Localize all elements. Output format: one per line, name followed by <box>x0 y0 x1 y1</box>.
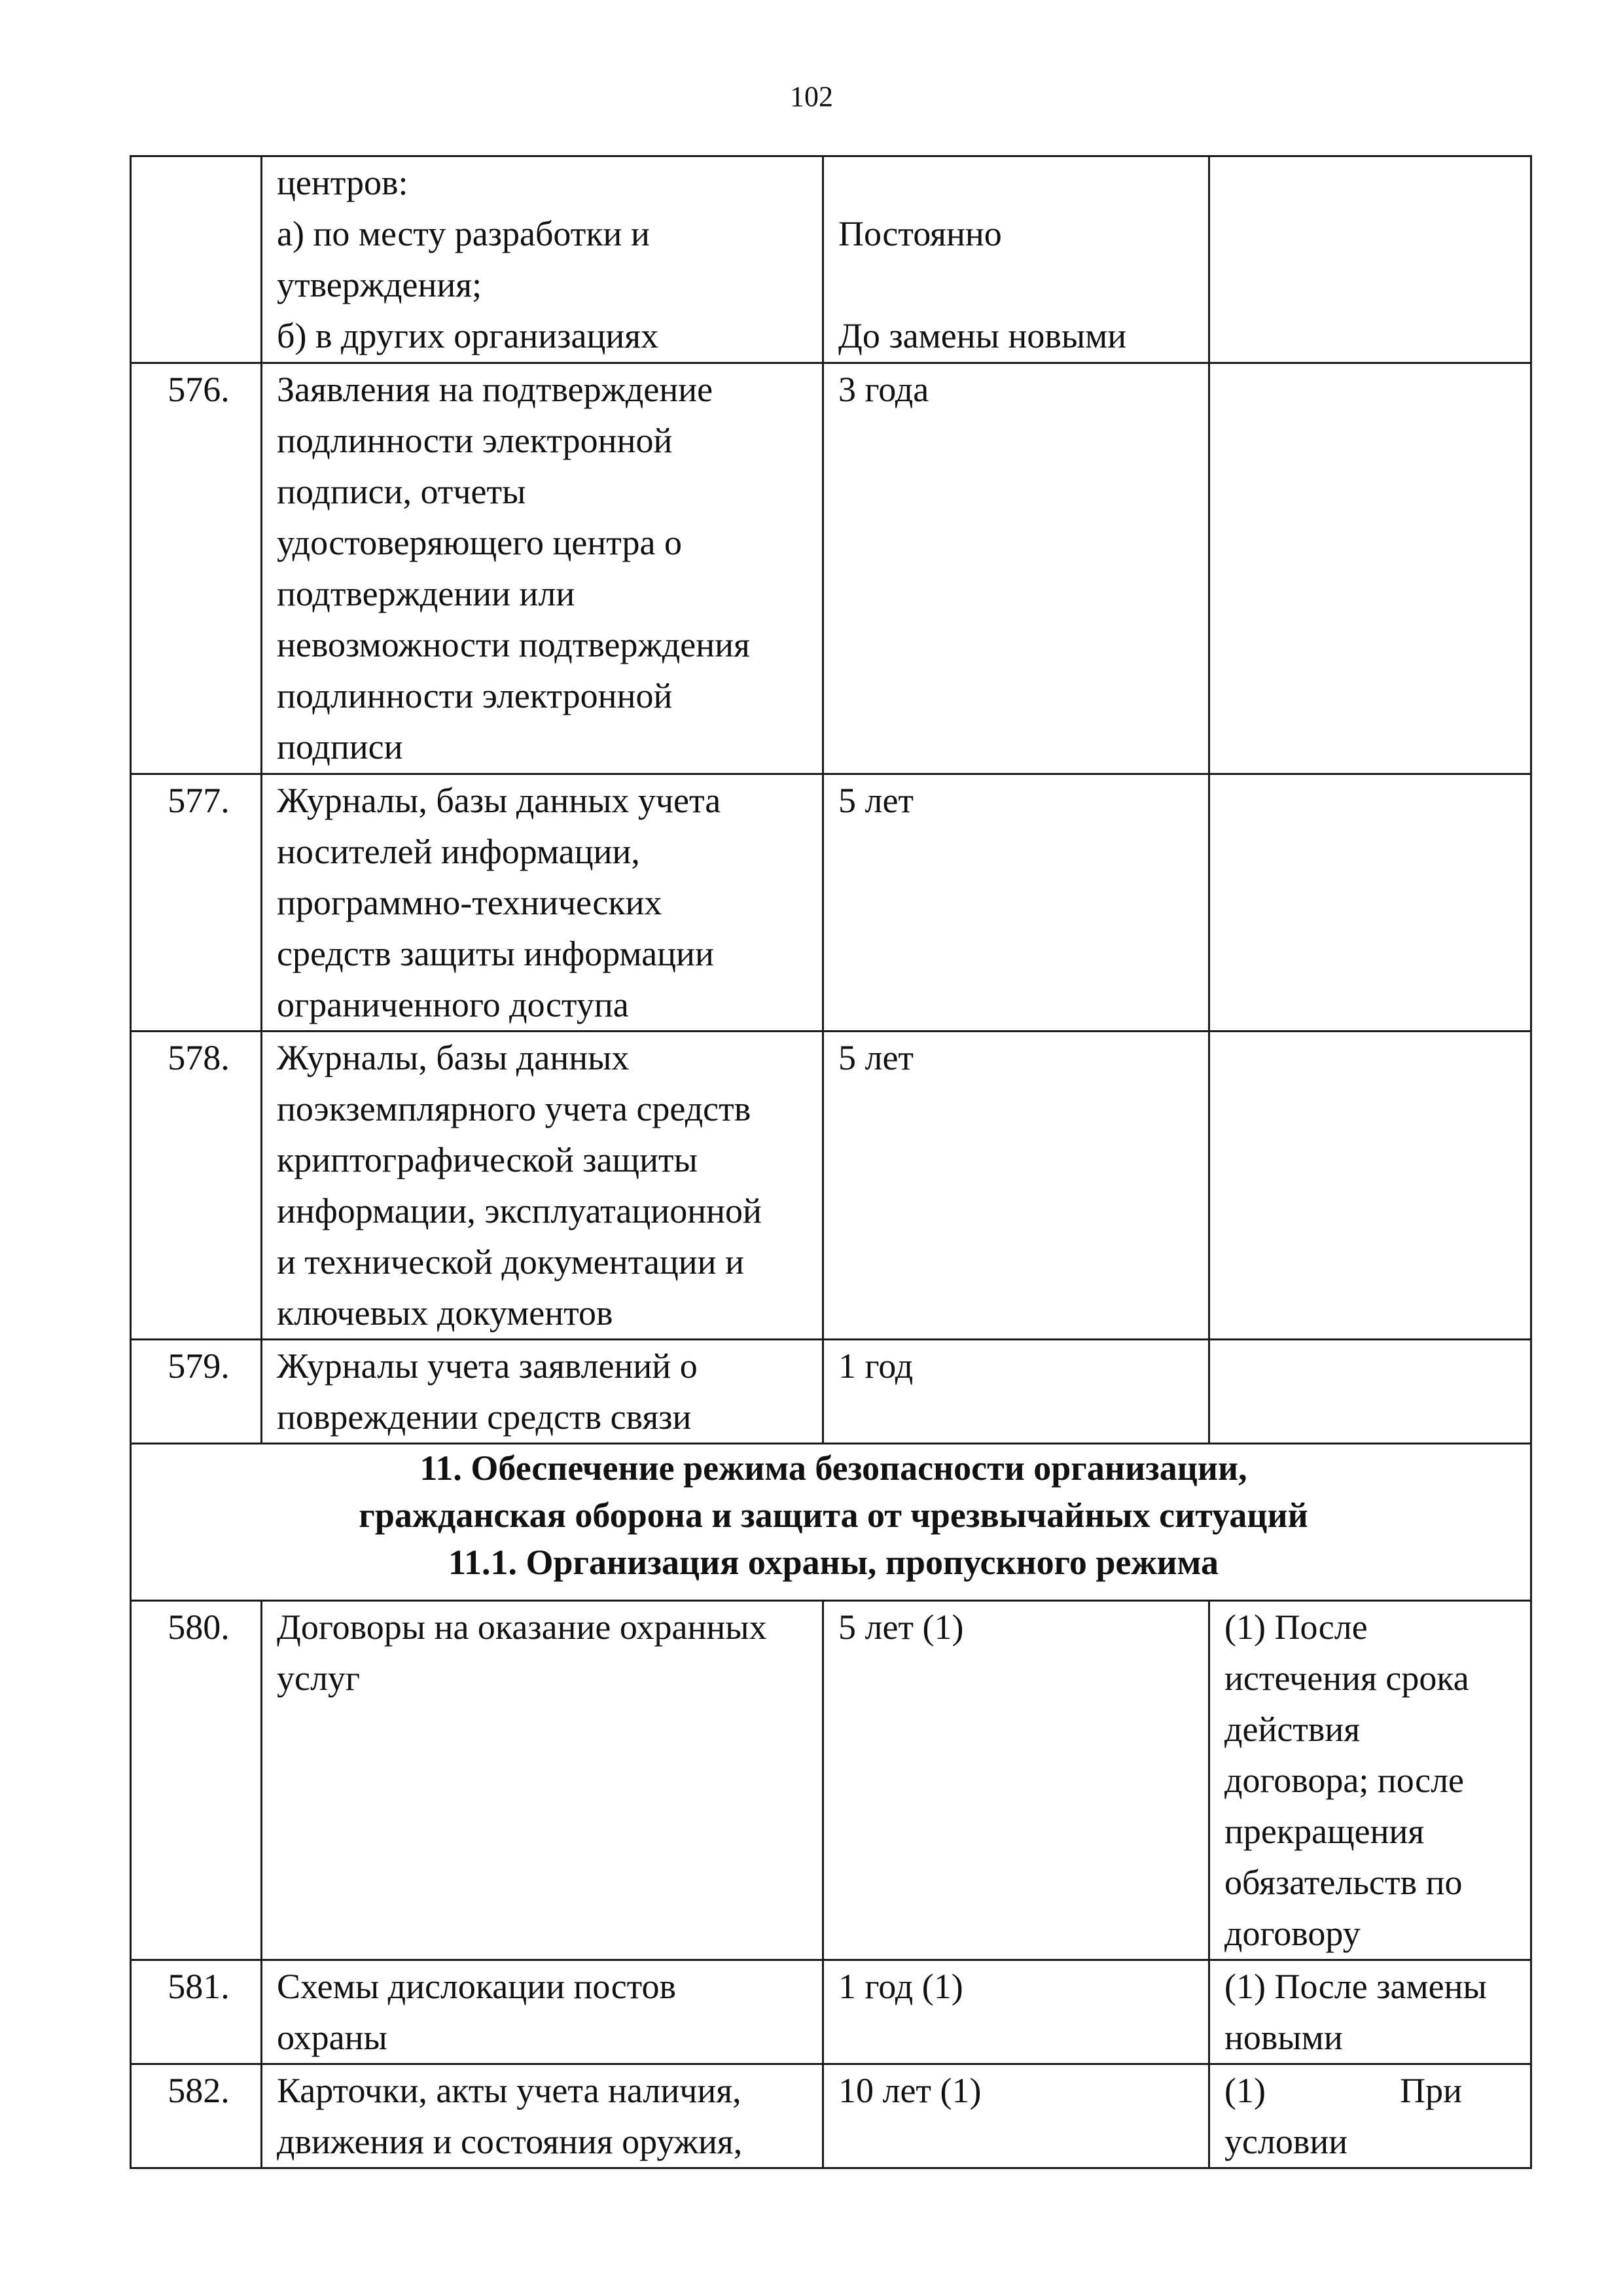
note-cell <box>1209 1340 1531 1444</box>
document-cell <box>262 1601 823 1960</box>
note-cell <box>1209 1960 1531 2064</box>
doc-line: подписи, отчеты <box>277 472 526 511</box>
doc-line: носителей информации, <box>277 832 640 871</box>
doc-line: ограниченного доступа <box>277 985 629 1024</box>
doc-line: и технической документации и <box>277 1242 744 1282</box>
note-cell <box>1209 156 1531 363</box>
document-cell <box>262 363 823 774</box>
term-cell <box>823 1601 1209 1960</box>
doc-line: подписи <box>277 727 403 766</box>
doc-line: повреждении средств связи <box>277 1397 692 1437</box>
term-line: 5 лет (1) <box>838 1607 964 1647</box>
doc-line: движения и состояния оружия, <box>277 2122 743 2161</box>
document-cell <box>262 2064 823 2168</box>
page-number: 102 <box>790 81 833 113</box>
doc-line: Журналы, базы данных <box>277 1038 630 1077</box>
note-marker: (1) <box>1224 2071 1266 2110</box>
table-row <box>131 363 1531 774</box>
doc-line: подлинности электронной <box>277 421 673 460</box>
document-cell <box>262 1960 823 2064</box>
row-number: 576. <box>131 363 262 774</box>
table-row <box>131 1960 1531 2064</box>
doc-line: утверждения; <box>277 265 482 304</box>
note-line <box>1224 2065 1521 2116</box>
note-line: действия <box>1224 1710 1361 1749</box>
note-cell <box>1209 2064 1531 2168</box>
document-cell <box>262 774 823 1031</box>
doc-line: а) по месту разработки и <box>277 214 650 253</box>
term-line: 1 год <box>838 1346 914 1386</box>
term-cell <box>823 1340 1209 1444</box>
note-line: условии <box>1224 2122 1348 2161</box>
doc-line: криптографической защиты <box>277 1140 698 1179</box>
doc-line: Заявления на подтверждение <box>277 370 713 409</box>
note-cell <box>1209 363 1531 774</box>
row-number <box>131 156 262 363</box>
note-cell <box>1209 1601 1531 1960</box>
doc-line: центров: <box>277 163 408 202</box>
doc-line: информации, эксплуатационной <box>277 1191 762 1230</box>
doc-line: Журналы учета заявлений о <box>277 1346 698 1386</box>
subsection-title: 11.1. Организация охраны, пропускного режима <box>448 1543 1219 1582</box>
term-line: 5 лет <box>838 781 914 820</box>
doc-line: средств защиты информации <box>277 934 714 973</box>
section-title: 11. Обеспечение режима безопасности организации, <box>419 1448 1247 1488</box>
doc-line: Схемы дислокации постов <box>277 1967 677 2006</box>
row-number: 580. <box>131 1601 262 1960</box>
row-number: 582. <box>131 2064 262 2168</box>
row-number: 577. <box>131 774 262 1031</box>
doc-line: поэкземплярного учета средств <box>277 1089 751 1128</box>
note-line: (1) После замены <box>1224 1967 1487 2006</box>
section-subtitle: гражданская оборона и защита от чрезвычайных ситуаций <box>359 1496 1308 1535</box>
term-line: 10 лет (1) <box>838 2071 982 2110</box>
doc-line: охраны <box>277 2018 387 2057</box>
table-row <box>131 1031 1531 1340</box>
note-line: новыми <box>1224 2018 1343 2057</box>
doc-line: программно-технических <box>277 883 662 922</box>
doc-line: невозможности подтверждения <box>277 625 750 664</box>
note-word: При <box>1400 2071 1462 2110</box>
table-row <box>131 774 1531 1031</box>
doc-line: Журналы, базы данных учета <box>277 781 721 820</box>
term-line: 3 года <box>838 370 929 409</box>
note-cell <box>1209 774 1531 1031</box>
row-number: 581. <box>131 1960 262 2064</box>
note-line: (1) После <box>1224 1607 1368 1647</box>
term-cell <box>823 2064 1209 2168</box>
section-heading-row <box>131 1444 1531 1601</box>
section-heading <box>131 1444 1531 1601</box>
note-line: прекращения <box>1224 1812 1425 1851</box>
table-row <box>131 2064 1531 2168</box>
doc-line: услуг <box>277 1659 361 1698</box>
doc-line: подлинности электронной <box>277 676 673 715</box>
table-row <box>131 1340 1531 1444</box>
row-number: 579. <box>131 1340 262 1444</box>
doc-line: удостоверяющего центра о <box>277 523 682 562</box>
term-line: 1 год (1) <box>838 1967 963 2006</box>
doc-line: ключевых документов <box>277 1293 613 1333</box>
note-cell <box>1209 1031 1531 1340</box>
term-line: До замены новыми <box>838 316 1127 355</box>
note-line: договора; после <box>1224 1761 1465 1800</box>
term-line: Постоянно <box>838 214 1002 253</box>
term-cell <box>823 156 1209 363</box>
table-row <box>131 1601 1531 1960</box>
note-line: договору <box>1224 1914 1361 1953</box>
retention-table <box>130 155 1532 2169</box>
term-cell <box>823 774 1209 1031</box>
note-line: истечения срока <box>1224 1659 1469 1698</box>
doc-line: подтверждении или <box>277 574 575 613</box>
note-line: обязательств по <box>1224 1863 1463 1902</box>
document-cell <box>262 1031 823 1340</box>
row-number: 578. <box>131 1031 262 1340</box>
term-cell <box>823 363 1209 774</box>
doc-line: Карточки, акты учета наличия, <box>277 2071 741 2110</box>
term-cell <box>823 1031 1209 1340</box>
term-line: 5 лет <box>838 1038 914 1077</box>
doc-line: б) в других организациях <box>277 316 659 355</box>
term-cell <box>823 1960 1209 2064</box>
doc-line: Договоры на оказание охранных <box>277 1607 767 1647</box>
document-cell <box>262 1340 823 1444</box>
document-cell <box>262 156 823 363</box>
table-row <box>131 156 1531 363</box>
